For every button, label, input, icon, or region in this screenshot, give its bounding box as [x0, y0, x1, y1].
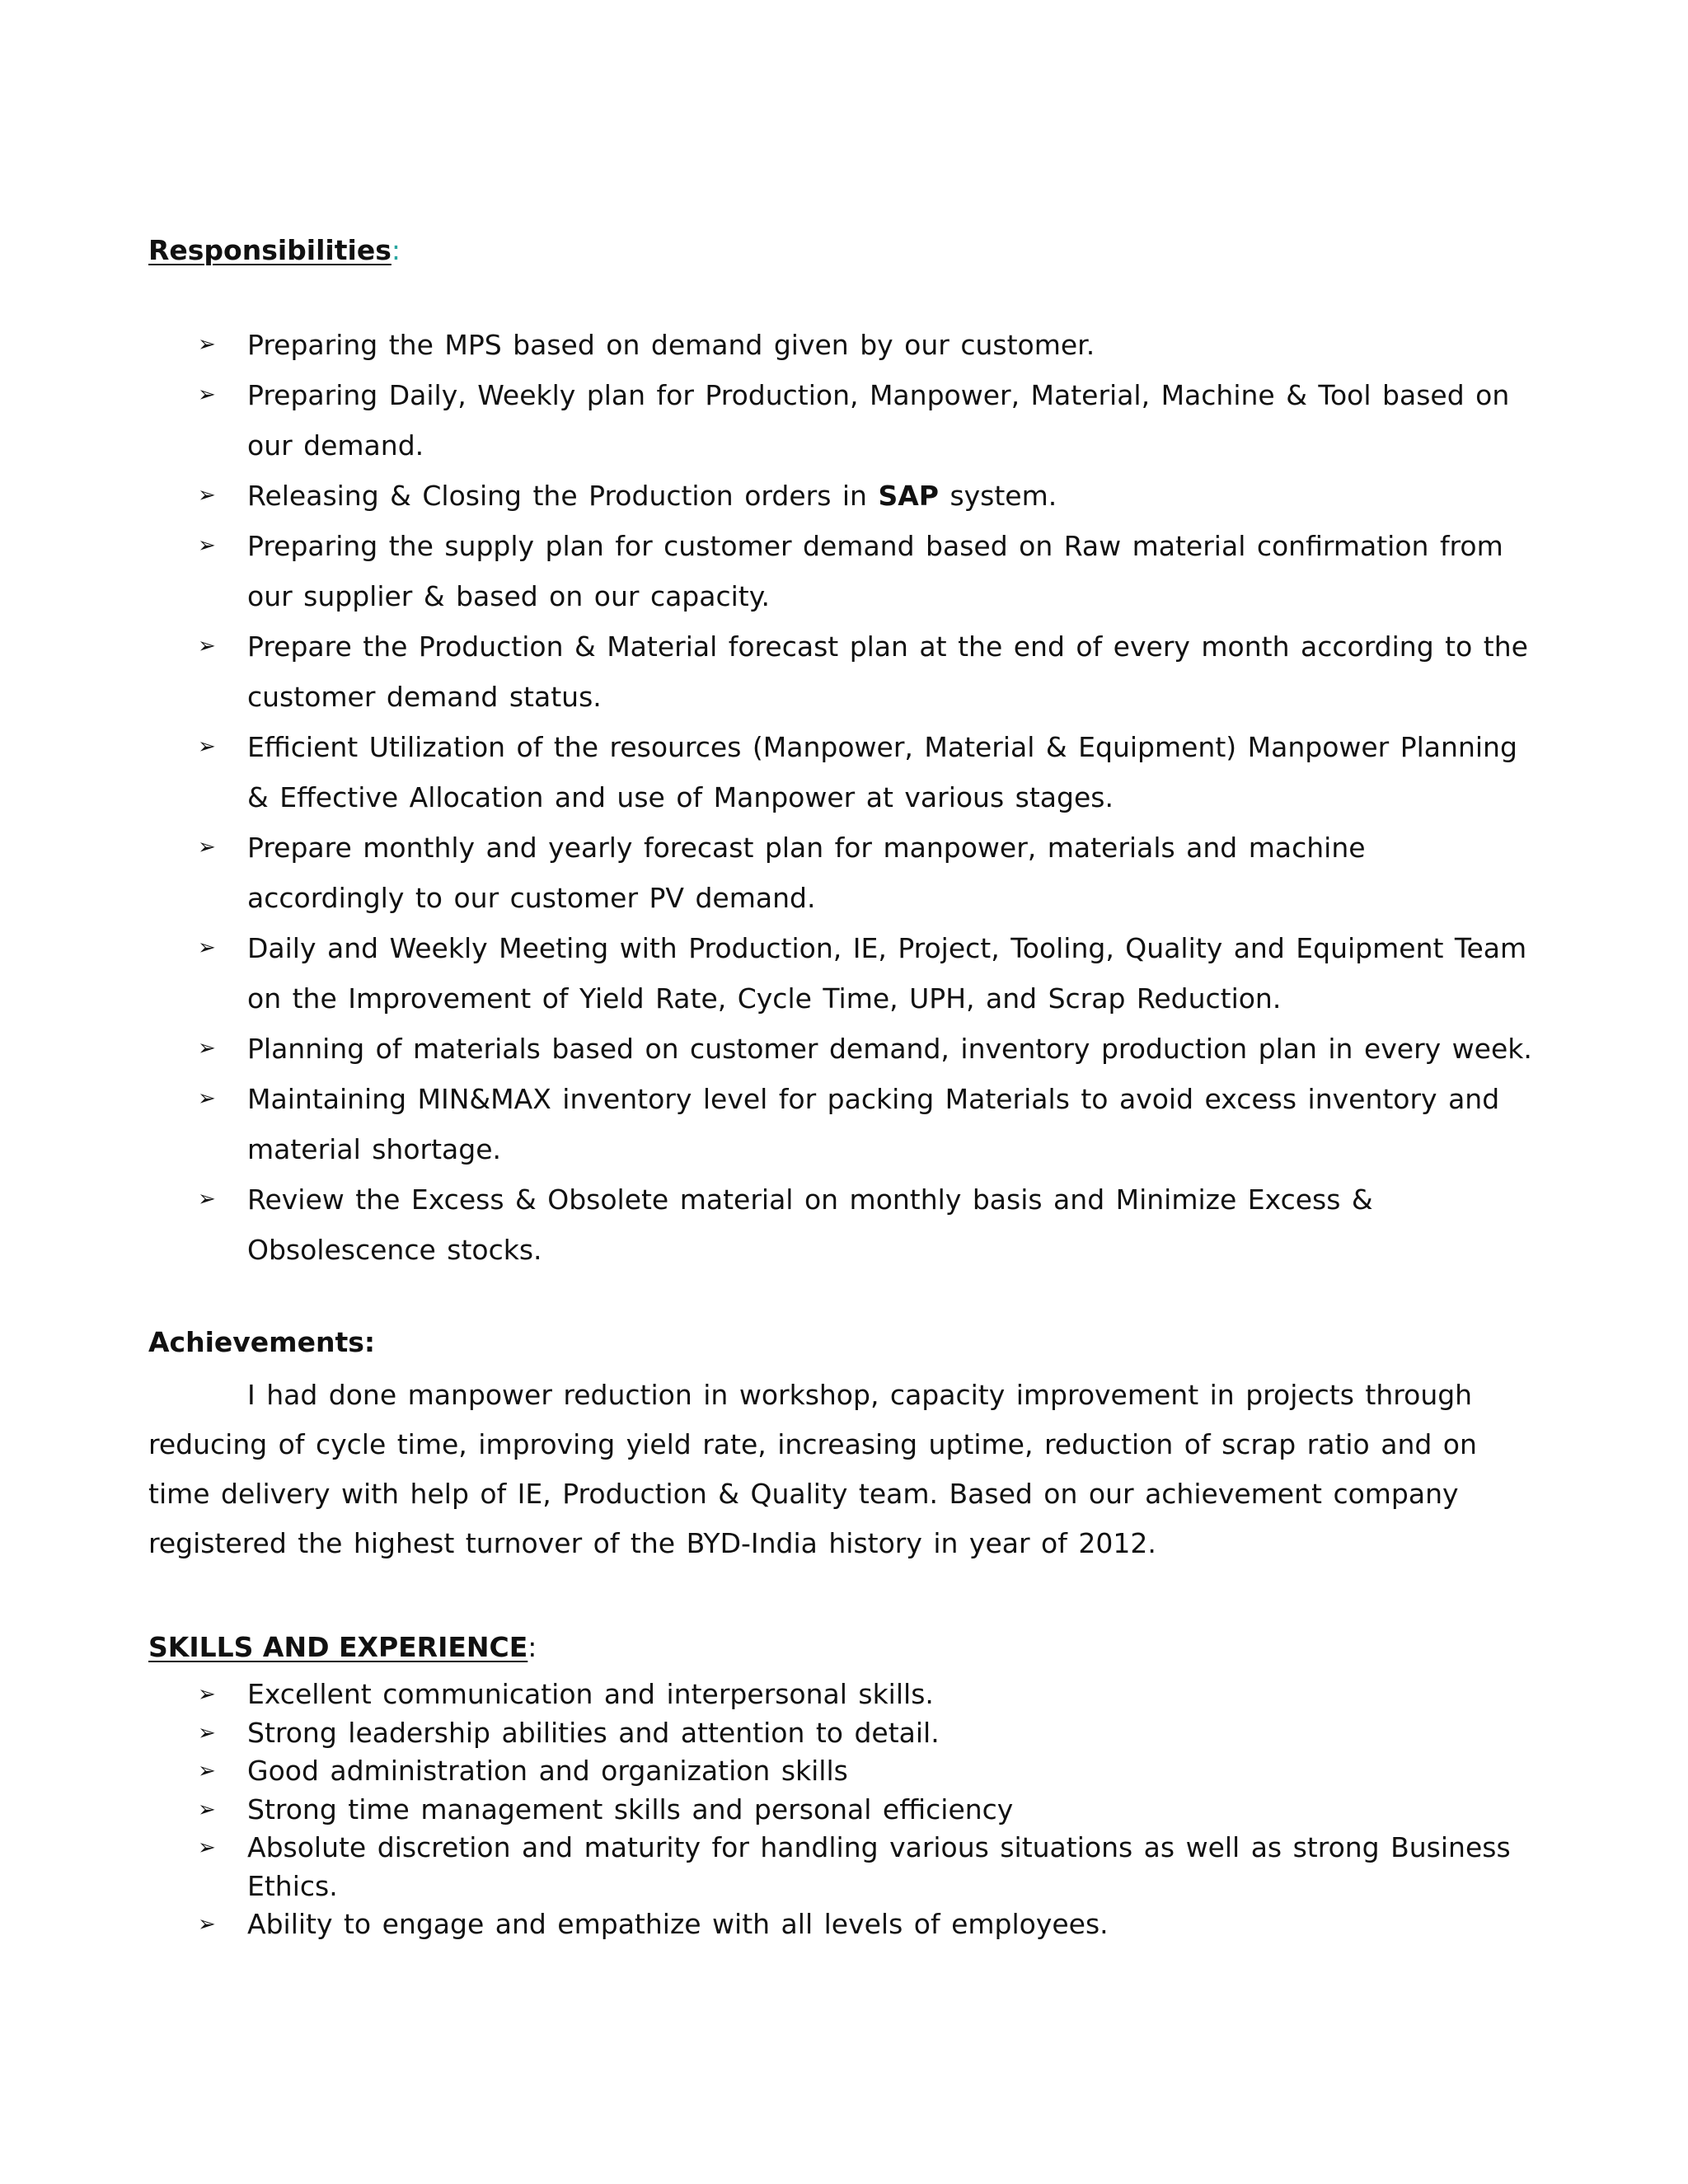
list-item: ➢ Preparing the supply plan for customer demand based on Raw material confirmation from our supplier & based on our capacity.	[148, 521, 1533, 621]
list-item: ➢ Daily and Weekly Meeting with Production, IE, Project, Tooling, Quality and Equipment Team on the Improvement of Yield Rate, Cycle Time, UPH, and Scrap Reduction.	[148, 923, 1533, 1024]
achievements-heading: Achievements:	[148, 1326, 376, 1358]
arrowhead-bullet-icon: ➢	[198, 734, 216, 759]
list-item: ➢ Review the Excess & Obsolete material on monthly basis and Minimize Excess & Obsolescence stocks.	[148, 1174, 1533, 1275]
heading-colon: :	[391, 234, 401, 266]
list-item: ➢ Absolute discretion and maturity for handling various situations as well as strong Business Ethics.	[148, 1829, 1533, 1905]
arrowhead-bullet-icon: ➢	[198, 935, 216, 960]
arrowhead-bullet-icon: ➢	[198, 382, 216, 407]
list-item: ➢ Releasing & Closing the Production orders in SAP system.	[148, 471, 1533, 521]
list-item: ➢ Efficient Utilization of the resources (Manpower, Material & Equipment) Manpower Planning & Effective Allocation and use of Manpower at various stages.	[148, 722, 1533, 823]
arrowhead-bullet-icon: ➢	[198, 1086, 216, 1111]
arrowhead-bullet-icon: ➢	[198, 1720, 216, 1746]
arrowhead-bullet-icon: ➢	[198, 332, 216, 357]
achievements-paragraph: I had done manpower reduction in workshop, capacity improvement in projects through reducing of cycle time, improving yield rate, increasing uptime, reduction of scrap ratio and on time delivery with help of IE, Production & Quality team. Based on our achievement company registered the highest turnover of the BYD-India history in year of 2012.	[148, 1379, 1477, 1559]
responsibilities-list	[148, 320, 1533, 1275]
arrowhead-bullet-icon: ➢	[198, 1682, 216, 1707]
arrowhead-bullet-icon: ➢	[198, 1759, 216, 1783]
skills-heading: SKILLS AND EXPERIENCE:	[148, 1631, 537, 1663]
responsibilities-heading: Responsibilities:	[148, 234, 401, 266]
arrowhead-bullet-icon: ➢	[198, 1187, 216, 1212]
arrowhead-bullet-icon: ➢	[198, 1912, 216, 1937]
list-item: ➢ Planning of materials based on customer demand, inventory production plan in every week.	[148, 1024, 1533, 1074]
list-item: ➢ Preparing Daily, Weekly plan for Production, Manpower, Material, Machine & Tool based on our demand.	[148, 370, 1533, 471]
arrowhead-bullet-icon: ➢	[198, 533, 216, 558]
list-item: ➢ Maintaining MIN&MAX inventory level for packing Materials to avoid excess inventory and material shortage.	[148, 1074, 1533, 1174]
heading-colon: :	[528, 1631, 537, 1663]
responsibilities-section	[148, 232, 1533, 1275]
list-item: ➢ Strong leadership abilities and attention to detail.	[148, 1714, 1533, 1753]
list-item: ➢ Prepare the Production & Material forecast plan at the end of every month according to the customer demand status.	[148, 621, 1533, 722]
list-item: ➢ Ability to engage and empathize with all levels of employees.	[148, 1905, 1533, 1944]
achievements-section	[148, 1324, 1533, 1568]
arrowhead-bullet-icon: ➢	[198, 835, 216, 860]
list-item: ➢ Strong time management skills and personal efficiency	[148, 1791, 1533, 1830]
arrowhead-bullet-icon: ➢	[198, 634, 216, 658]
page-content	[148, 232, 1533, 1944]
skills-list	[148, 1675, 1533, 1944]
list-item: ➢ Excellent communication and interpersonal skills.	[148, 1675, 1533, 1714]
arrowhead-bullet-icon: ➢	[198, 483, 216, 508]
list-item: ➢ Preparing the MPS based on demand given by our customer.	[148, 320, 1533, 370]
arrowhead-bullet-icon: ➢	[198, 1835, 216, 1860]
skills-section	[148, 1629, 1533, 1944]
sap-bold-text: SAP	[878, 480, 939, 512]
list-item: ➢ Prepare monthly and yearly forecast plan for manpower, materials and machine accordingly to our customer PV demand.	[148, 823, 1533, 923]
arrowhead-bullet-icon: ➢	[198, 1797, 216, 1822]
list-item: ➢ Good administration and organization skills	[148, 1752, 1533, 1791]
arrowhead-bullet-icon: ➢	[198, 1036, 216, 1061]
